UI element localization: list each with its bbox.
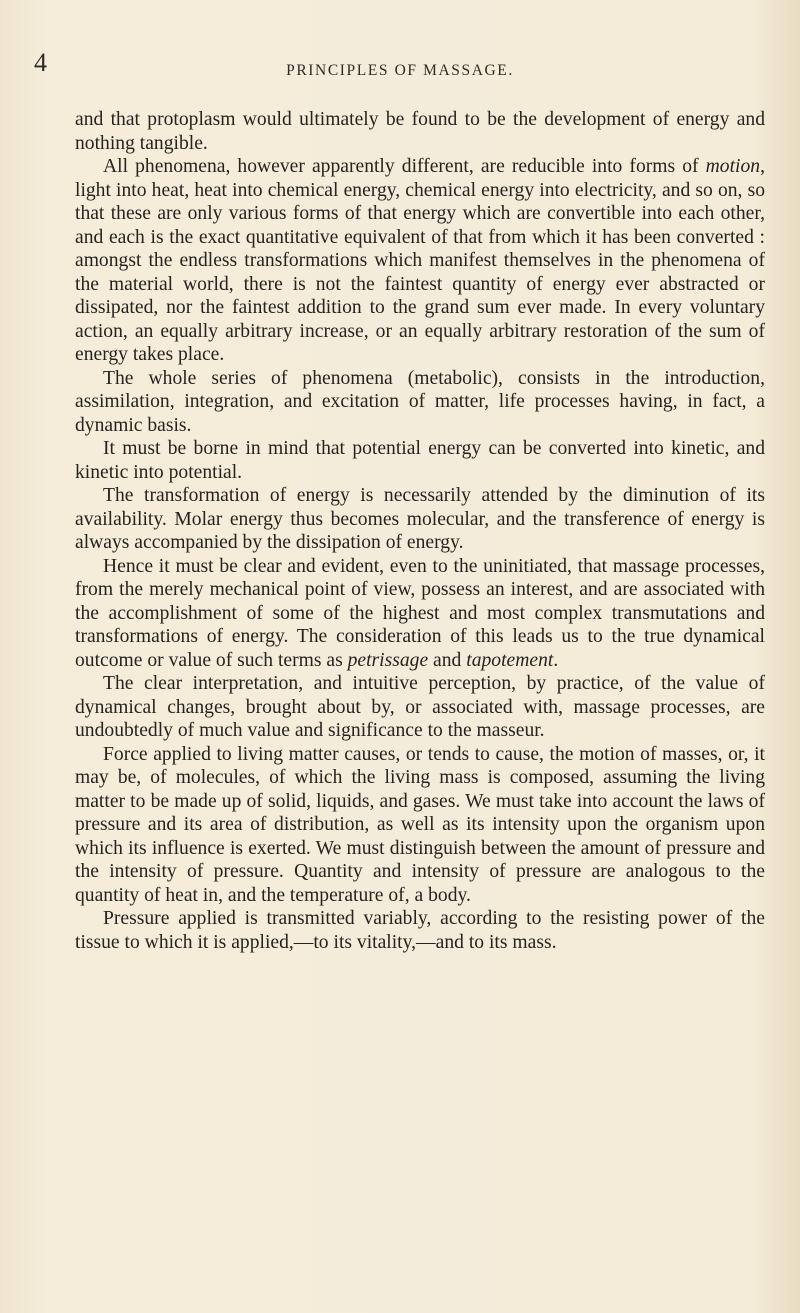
body-text [75, 108, 765, 954]
paragraph-3: The whole series of phenomena (metabolic), consists in the introduction, assimilation, integration, and excitation of matter, life processes having, in fact, a dynamic basis. [75, 367, 765, 436]
paragraph-8: Force applied to living matter causes, or tends to cause, the motion of masses, or, it may be, of molecules, of which the living mass is composed, assuming the living matter to be made up of solid, liquids, and gases. We must take into account the laws of pressure and its area of distribution, as well as its intensity upon the organism upon which its influence is exerted. We must distinguish between the amount of pressure and the intensity of pressure. Quantity and intensity of pressure are analogous to the quantity of heat in, and the temperature of, a body. [75, 743, 765, 906]
paragraph-9: Pressure applied is transmitted variably, according to the resisting power of the tissue to which it is applied,—to its vitality,—and to its mass. [75, 908, 765, 953]
italic-petrissage: petrissage [347, 649, 429, 671]
page-number: 4 [34, 48, 47, 77]
running-head: PRINCIPLES OF MASSAGE. [286, 62, 514, 79]
paragraph-2-text-a: All phenomena, however apparently different, are reducible into forms of [103, 156, 706, 177]
paragraph-6 [75, 555, 765, 673]
paragraph-7: The clear interpretation, and intuitive perception, by practice, of the value of dynamical changes, brought about by, or associated with, massage processes, are undoubtedly of much value and significance to the masseur. [75, 673, 765, 741]
italic-tapotement: tapotement [466, 649, 554, 671]
paragraph-2 [75, 155, 765, 367]
paragraph-6-text-mid: and [428, 649, 467, 671]
paragraph-1: and that protoplasm would ultimately be found to be the development of energy and nothing tangible. [75, 109, 765, 154]
paragraph-4: It must be borne in mind that potential energy can be converted into kinetic, and kinetic into potential. [75, 438, 765, 483]
paragraph-5: The transformation of energy is necessarily attended by the diminution of its availability. Molar energy thus becomes molecular, and the transference of energy is always accompanied by the dissipation of energy. [75, 485, 765, 553]
paragraph-2-text-b: , light into heat, heat into chemical energy, chemical energy into electricity, and so on, so that these are only various forms of that energy which are convertible into each other, and each is the exact quantitative equivalent of that from which it has been converted : amongst the endless transformations which manifest themselves in the phenomena of the material world, there is not the faintest quantity of energy ever abstracted or dissipated, nor the faintest addition to the grand sum ever made. In every voluntary action, an equally arbitrary increase, or an equally arbitrary restoration of the sum of energy takes place. [75, 156, 765, 365]
italic-motion: motion [705, 156, 761, 177]
paragraph-6-text-end: . [553, 649, 559, 671]
paragraph-6-text-a: Hence it must be clear and evident, even to the uninitiated, that massage processes, from the merely mechanical point of view, possess an interest, and are associated with the accomplishment of some of the highest and most complex transmutations and transformations of energy. The consideration of this leads us to the true dynamical outcome or value of such terms as [75, 555, 765, 671]
